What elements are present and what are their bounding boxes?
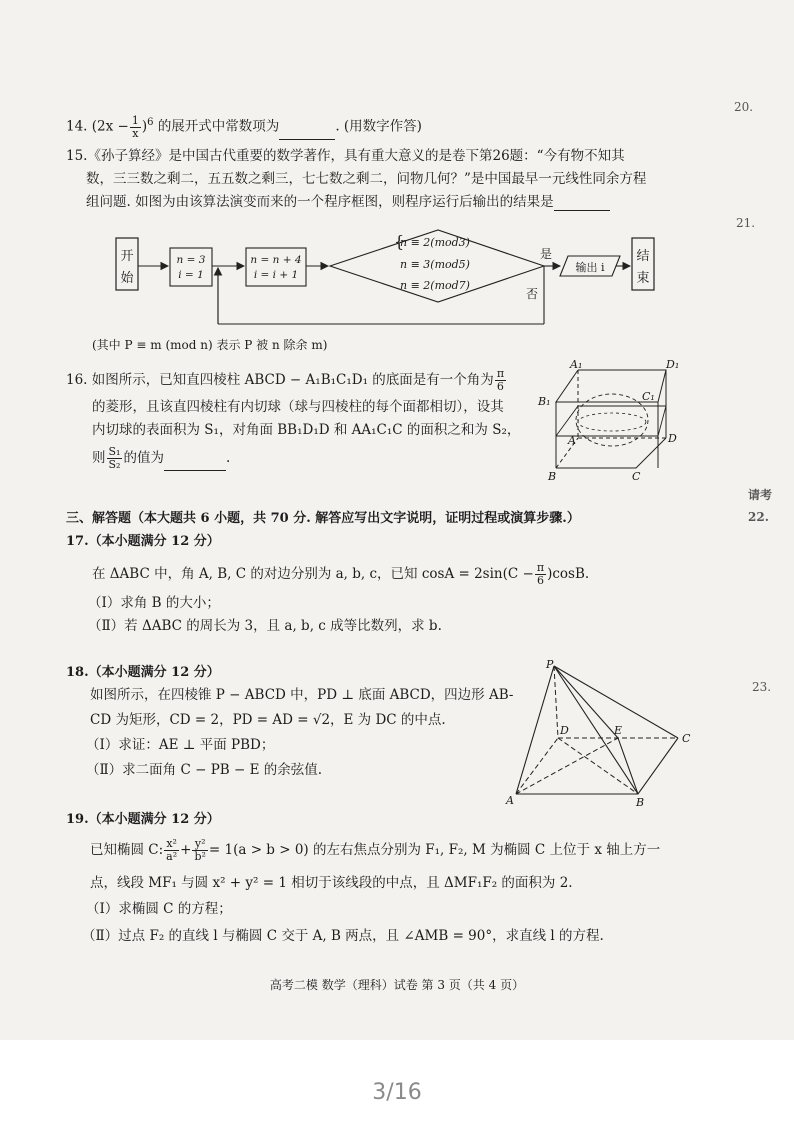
q19-heading: 19.（本小题满分 12 分）: [66, 812, 220, 827]
q15-answer-blank: [554, 196, 610, 211]
flow-output-label: 输出 i: [575, 261, 605, 274]
q17-stem-text: 在 ΔABC 中，角 A, B, C 的对边分别为 a, b, c，已知 cosA = 2sin(C −: [92, 566, 534, 582]
q17-fraction: $\frac{\pi}{6}$: [536, 561, 545, 587]
question-16-line1: [66, 368, 507, 393]
q18-pyramid-figure: [504, 656, 700, 808]
q19-line2: 点，线段 MF₁ 与圆 x² + y² = 1 相切于该线段的中点，且 ΔMF₁F₂ 的面积为 2.: [90, 875, 573, 891]
flow-cond-1: n ≡ 2(mod3): [400, 236, 470, 249]
edge-please: 请考: [748, 488, 773, 502]
q17-part-1: （Ⅰ）求角 B 的大小；: [88, 595, 220, 611]
q16-angle-fraction: $\frac{\pi}{6}$: [496, 367, 505, 393]
flow-end-label-1: 结: [636, 249, 650, 264]
q16-ratio-fraction: $\frac{\text{S₁}}{\text{S₂}}$: [108, 445, 121, 471]
flow-no-label: 否: [526, 287, 539, 301]
q14-expr-start: (2x −: [91, 118, 129, 135]
q19-y-fraction: $\frac{\text{y²}}{\text{b²}}$: [194, 837, 206, 863]
prism-label-b: B: [548, 470, 557, 483]
flow-start-label-2: 始: [120, 271, 134, 286]
q17-stem: [92, 562, 589, 587]
q16-number: 16.: [66, 372, 88, 388]
q18-part-2: （Ⅱ）求二面角 C − PB − E 的余弦值.: [86, 762, 323, 778]
section-3-heading: 三、解答题（本大题共 6 小题，共 70 分. 解答应写出文字说明，证明过程或演算步骤.）: [66, 511, 580, 526]
q19-part-1: （Ⅰ）求椭圆 C 的方程；: [86, 901, 232, 917]
q15-note: (其中 P ≡ m (mod n) 表示 P 被 n 除余 m): [92, 338, 328, 352]
edge-q20: 20.: [734, 100, 754, 114]
flow-yes-label: 是: [540, 247, 553, 261]
q19-line1: [90, 838, 660, 863]
q18-line1: 如图所示，在四棱锥 P − ABCD 中，PD ⊥ 底面 ABCD，四边形 AB-: [90, 687, 514, 703]
prism-label-c1: C₁: [642, 390, 655, 403]
edge-q22: 22.: [748, 510, 769, 524]
q19-text-1b: = 1(a > b > 0) 的左右焦点分别为 F₁, F₂, M 为椭圆 C 上位于 x 轴上方一: [208, 842, 661, 858]
flow-update-i: i = i + 1: [253, 269, 299, 281]
edge-q23: 23.: [752, 680, 772, 694]
question-14: [66, 114, 422, 140]
q18-heading: 18.（本小题满分 12 分）: [66, 665, 220, 680]
q19-x-fraction: $\frac{\text{x²}}{\text{a²}}$: [166, 837, 178, 863]
q19-plus: +: [180, 842, 192, 858]
pyramid-label-a: A: [506, 794, 514, 807]
q19-text-1a: 已知椭圆 C:: [90, 842, 164, 858]
q14-answer-blank: [279, 125, 335, 140]
q15-text-3: 组问题. 如图为由该算法演变而来的一个程序框图，则程序运行后输出的结果是: [86, 194, 554, 210]
q14-number: 14.: [66, 118, 88, 135]
q17-heading: 17.（本小题满分 12 分）: [66, 534, 220, 549]
q18-line2: CD 为矩形，CD = 2，PD = AD = √2，E 为 DC 的中点.: [90, 712, 446, 728]
q14-tail: . (用数字作答): [335, 118, 422, 135]
prism-label-b1: B₁: [538, 395, 551, 408]
edge-q21: 21.: [736, 216, 756, 230]
flow-init-n: n = 3: [176, 254, 206, 266]
flow-brace: {: [394, 232, 405, 251]
q14-expr-end: ): [141, 118, 148, 135]
flow-update-n: n = n + 4: [250, 254, 302, 266]
question-16-line3: 内切球的表面积为 S₁，对角面 BB₁D₁D 和 AA₁C₁C 的面积之和为 S₂，: [92, 422, 521, 438]
q19-part-2: （Ⅱ）过点 F₂ 的直线 l 与椭圆 C 交于 A, B 两点，且 ∠AMB = 90°，求直线 l 的方程.: [82, 928, 604, 944]
question-15-line2: 数，三三数之剩二，五五数之剩三，七七数之剩二，问物几何？”是中国最早一元线性同余方程: [86, 171, 647, 187]
question-15-line1: [66, 147, 625, 165]
page-footer: 高考二模 数学（理科）试卷 第 3 页（共 4 页）: [269, 978, 525, 992]
pyramid-label-d: D: [560, 724, 569, 737]
question-15-line3: [86, 193, 610, 211]
q18-part-1: （Ⅰ）求证：AE ⊥ 平面 PBD；: [86, 737, 275, 753]
q17-stem-end: )cosB.: [547, 566, 590, 582]
prism-label-d1: D₁: [666, 358, 680, 371]
q16-text-4b: 的值为: [123, 450, 164, 466]
pyramid-label-b: B: [636, 796, 645, 808]
q16-text-1: 如图所示，已知直四棱柱 ABCD − A₁B₁C₁D₁ 的底面是有一个角为: [91, 372, 494, 388]
q14-exponent: 6: [147, 117, 154, 128]
pyramid-label-e: E: [614, 724, 623, 737]
pyramid-label-c: C: [682, 732, 691, 745]
q15-number: 15.: [66, 148, 88, 164]
flow-end-label-2: 束: [636, 271, 650, 286]
question-16-line4: 则 $\frac{\text{S₁}}{\text{S₂}}$ 的值为 .: [92, 445, 231, 471]
q15-flowchart: [108, 226, 668, 330]
prism-label-a: A: [568, 434, 576, 447]
q14-text: 的展开式中常数项为: [157, 118, 280, 135]
q15-text-1: 《孙子算经》是中国古代重要的数学著作，具有重大意义的是卷下第26题：“今有物不知其: [87, 148, 625, 164]
q16-prism-figure: [536, 358, 686, 486]
q17-part-2: （Ⅱ）若 ΔABC 的周长为 3，且 a, b, c 成等比数列，求 b.: [88, 618, 442, 634]
q16-text-4a: 则: [92, 450, 106, 466]
flow-cond-2: n ≡ 3(mod5): [400, 258, 470, 271]
flow-cond-3: n ≡ 2(mod7): [400, 279, 470, 292]
prism-label-a1: A₁: [570, 358, 583, 371]
flow-init-i: i = 1: [178, 269, 204, 281]
prism-label-d: D: [668, 432, 677, 445]
question-16-line2: 的菱形，且该直四棱柱有内切球（球与四棱柱的每个面都相切），设其: [92, 399, 504, 415]
page-indicator: 3/16: [372, 1080, 422, 1105]
q14-fraction: $\frac{1}{x}$: [131, 113, 139, 140]
prism-label-c: C: [632, 470, 641, 483]
flow-start-label-1: 开: [120, 249, 134, 264]
q16-answer-blank: [164, 456, 226, 471]
pyramid-label-p: P: [546, 658, 554, 671]
